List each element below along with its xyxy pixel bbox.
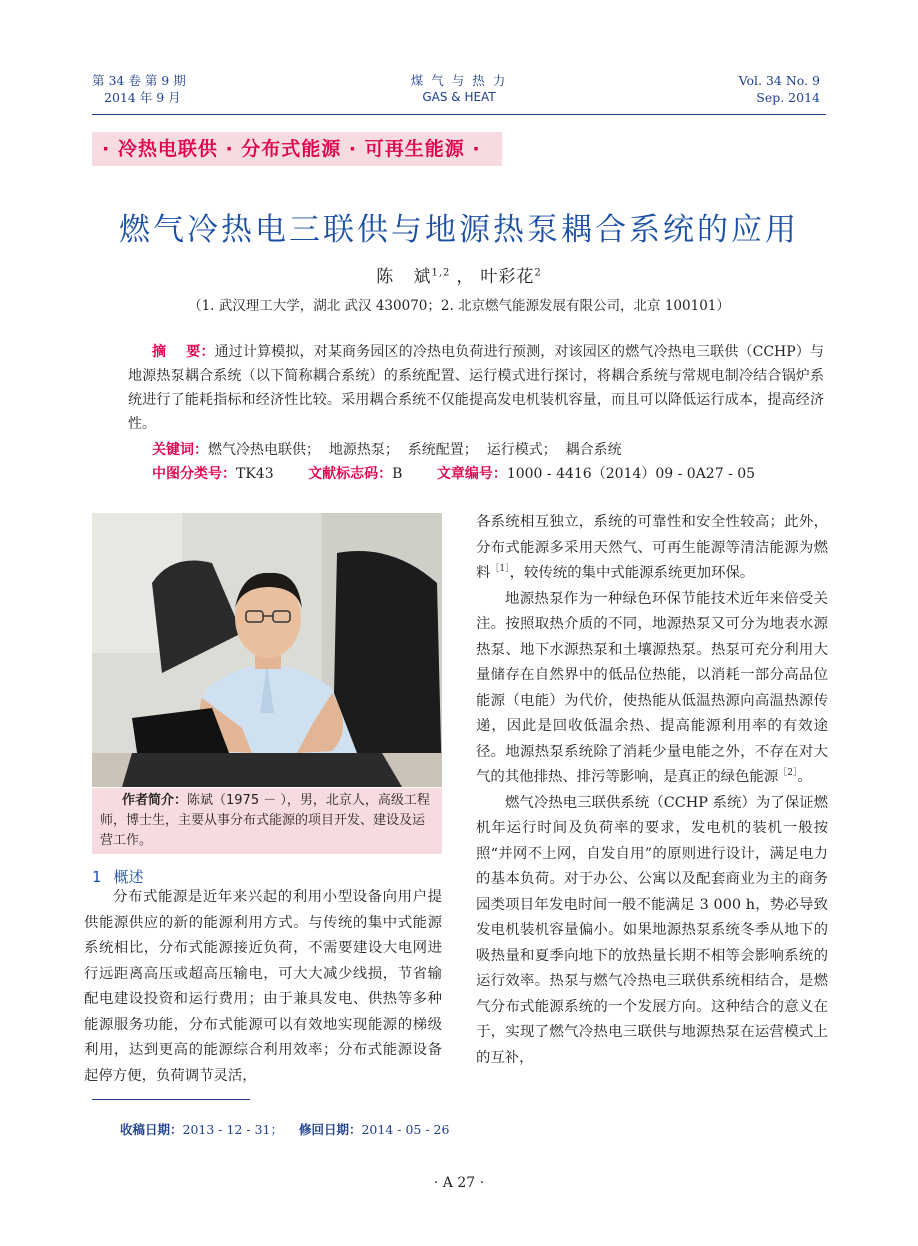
body-paragraph bbox=[476, 587, 828, 791]
affiliation: （1. 武汉理工大学，湖北 武汉 430070；2. 北京燃气能源发展有限公司，北京 100101） bbox=[188, 298, 730, 314]
body-right-column bbox=[476, 510, 828, 1071]
section-1-heading bbox=[92, 866, 144, 887]
revised-date: 2014 - 05 - 26 bbox=[361, 1122, 450, 1137]
citation-2: ［2］ bbox=[778, 768, 798, 779]
author-photo bbox=[92, 513, 442, 787]
header-divider bbox=[92, 114, 826, 115]
article-title: 燃气冷热电三联供与地源热泵耦合系统的应用 bbox=[119, 212, 799, 248]
footnote-divider bbox=[92, 1099, 250, 1100]
header-date: 2014 年 9 月 bbox=[104, 90, 181, 105]
author-bio bbox=[92, 788, 442, 854]
body-paragraph bbox=[476, 510, 828, 587]
section-1-number: 1 bbox=[92, 868, 102, 886]
header-date-en: Sep. 2014 bbox=[756, 90, 820, 105]
journal-name-en: GAS & HEAT bbox=[422, 90, 496, 104]
abstract-text: 通过计算模拟，对某商务园区的冷热电负荷进行预测，对该园区的燃气冷热电三联供（CCHP）与地源热泵耦合系统（以下简称耦合系统）的系统配置、运行模式进行探讨，将耦合系统与常规电制冷结合锅炉系统进行了能耗指标和经济性比较。采用耦合系统不仅能提高发电机装机容量，而且可以降低运行成本，提高经济性。 bbox=[128, 344, 824, 432]
header-volume-en-block bbox=[739, 72, 820, 106]
section-banner: · 冷热电联供 · 分布式能源 · 可再生能源 · bbox=[92, 132, 502, 166]
received-label: 收稿日期： bbox=[120, 1122, 183, 1137]
author-separator: ， bbox=[456, 267, 475, 287]
page-number: · A 27 · bbox=[433, 1175, 485, 1191]
abstract-label: 摘 要： bbox=[152, 344, 215, 360]
article-number-label: 文章编号： bbox=[436, 466, 507, 482]
body-paragraph: 燃气冷热电三联供系统（CCHP 系统）为了保证燃机年运行时间及负荷率的要求，发电机的装机一般按照“并网不上网，自发自用”的原则进行设计，满足电力的基本负荷。对于办公、公寓以及配套商业为主的商务园类项目年发电时间一般不能满足 3 000 h，势必导致发电机装机容量偏小。如果地源热泵系统冬季从地下的吸热量和夏季向地下的放热量长期不相等会影响系统的运行效率。热泵与燃气冷热电三联供系统相结合，是燃气分布式能源系统的一个发展方向。这种结合的意义在于，实现了燃气冷热电三联供与地源热泵在运营模式上的互补， bbox=[476, 794, 828, 1066]
doc-code-value: B bbox=[392, 466, 403, 482]
bio-label: 作者简介： bbox=[122, 793, 188, 808]
revised-label: 修回日期： bbox=[298, 1122, 362, 1137]
author-2: 叶彩花 bbox=[480, 267, 535, 287]
authors bbox=[0, 262, 918, 287]
article-number-value: 1000 - 4416（2014）09 - 0A27 - 05 bbox=[506, 466, 756, 482]
bio-text: 陈斌（1975 － ），男，北京人，高级工程师，博士生，主要从事分布式能源的项目开发、建设及运营工作。 bbox=[100, 793, 430, 848]
doc-code-label: 文献标志码： bbox=[308, 466, 393, 482]
journal-name-cn: 煤 气 与 热 力 bbox=[410, 73, 508, 88]
clc-value: TK43 bbox=[236, 466, 274, 482]
received-date: 2013 - 12 - 31； bbox=[182, 1122, 283, 1137]
author-1-affil: 1,2 bbox=[431, 267, 451, 279]
author-photo-illustration bbox=[92, 513, 442, 787]
author-1: 陈 斌 bbox=[376, 267, 432, 287]
body-text: ，较传统的集中式能源系统更加环保。 bbox=[509, 565, 755, 581]
body-text: 各系统相互独立，系统的可靠性和安全性较高；此外，分布式能源多采用天然气、可再生能源等清洁能源为燃料 bbox=[476, 514, 828, 581]
clc-label: 中图分类号： bbox=[152, 466, 236, 482]
body-paragraph: 分布式能源是近年来兴起的利用小型设备向用户提供能源供应的新的能源利用方式。与传统的集中式能源系统相比，分布式能源接近负荷，不需要建设大电网进行远距离高压或超高压输电，可大大减少线损，节省输配电建设投资和运行费用；由于兼具发电、供热等多种能源服务功能，分布式能源可以有效地实现能源的梯级利用，达到更高的能源综合利用效率；分布式能源设备起停方便，负荷调节灵活， bbox=[84, 889, 442, 1084]
author-2-affil: 2 bbox=[534, 267, 542, 279]
abstract bbox=[128, 340, 824, 436]
footnote-dates bbox=[120, 1120, 449, 1138]
header-volume: 第 34 卷 第 9 期 bbox=[92, 73, 186, 88]
header-volume-en: Vol. 34 No. 9 bbox=[738, 73, 820, 88]
keywords bbox=[152, 438, 622, 462]
classification-line bbox=[152, 462, 755, 486]
keywords-label: 关键词： bbox=[152, 442, 208, 458]
body-text: 地源热泵作为一种绿色环保节能技术近年来倍受关注。按照取热介质的不同，地源热泵又可分为地表水源热泵、地下水源热泵和土壤源热泵。热泵可充分利用大量储存在自然界中的低品位热能，以消耗一部分高品位能源（电能）为代价，使热能从低温热源向高温热源传递，因此是回收低温余热、提高能源利用率的有效途径。地源热泵系统除了消耗少量电能之外，不存在对大气的其他排热、排污等影响，是真正的绿色能源 bbox=[476, 590, 828, 785]
keywords-text: 燃气冷热电联供； 地源热泵； 系统配置； 运行模式； 耦合系统 bbox=[208, 442, 622, 458]
section-1-title: 概述 bbox=[113, 868, 144, 886]
body-text: 。 bbox=[797, 769, 812, 785]
body-left-column bbox=[84, 885, 442, 1089]
citation-1: ［1］ bbox=[490, 564, 510, 575]
